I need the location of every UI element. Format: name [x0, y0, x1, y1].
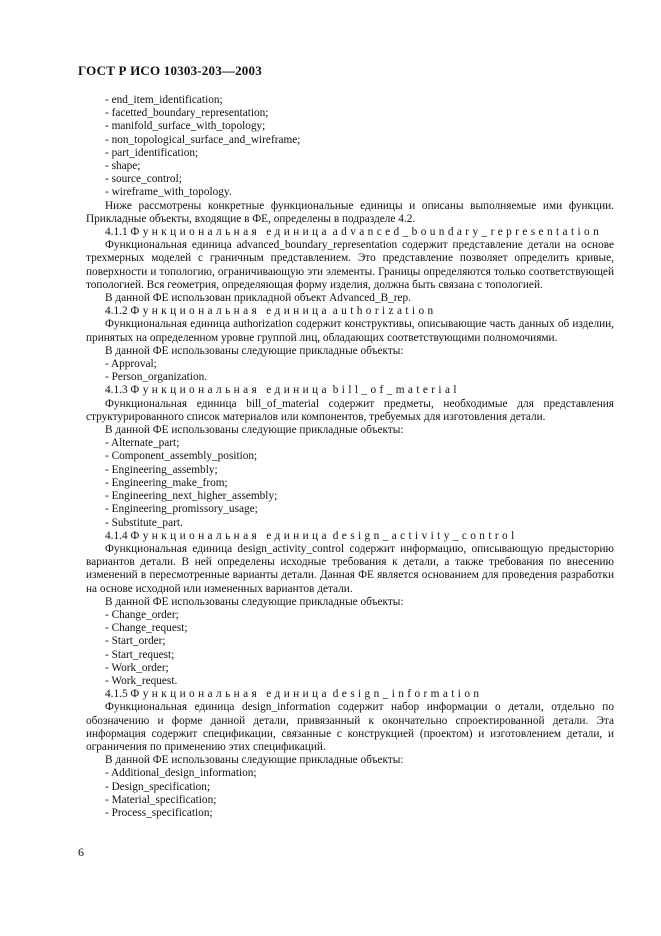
list-item: - Work_order; — [105, 661, 169, 674]
paragraph: В данной ФЕ использованы следующие прикладные объекты: — [105, 595, 404, 608]
list-item: - Person_organization. — [105, 371, 208, 384]
paragraph: Функциональная единица advanced_boundary_representation содержит представление детали на основе трехмерных моделей с граничным представлением. Это представление позволяет определить кривые, поверхности и топологию, ограничивающую эти элементы. Границы определяются только соответствующей топологией. Вся геометрия, определяющая форму изделия, должна быть связана с топологией. — [86, 239, 614, 291]
list-item: - Material_specification; — [105, 793, 217, 806]
paragraph: Функциональная единица design_information содержит набор информации о детали, отдельно по обозначению и форме данной детали, привязанный к окончательно спроектированной детали. Эта информация содержит спецификации, связанные с конструкцией (проектом) и изготовлением детали, и ограничения по применению этих спецификаций. — [86, 701, 614, 753]
list-item: - Start_order; — [105, 635, 166, 648]
list-item: - wireframe_with_topology. — [105, 186, 232, 199]
list-item: - Substitute_part. — [105, 516, 183, 529]
section-number: 4.1.5 — [105, 688, 128, 701]
list-item: - Start_request; — [105, 648, 175, 661]
section-number: 4.1.3 — [105, 384, 128, 397]
list-item: - Engineering_promissory_usage; — [105, 503, 258, 516]
section-heading — [86, 384, 614, 397]
section-name: bill_of_material — [332, 384, 460, 397]
document-body — [86, 94, 614, 820]
section-name: authorization — [332, 305, 437, 318]
paragraph: В данной ФЕ использованы следующие прикладные объекты: — [105, 344, 404, 357]
paragraph: В данной ФЕ использован прикладной объект Advanced_B_rep. — [105, 292, 412, 305]
page-number: 6 — [78, 845, 84, 859]
list-item: - part_identification; — [105, 146, 199, 159]
list-item: - Engineering_next_higher_assembly; — [105, 490, 278, 503]
section-label: Функциональная единица — [130, 226, 330, 239]
paragraph: Функциональная единица design_activity_control содержит информацию, описывающую предысторию вариантов детали. В ней определены исходные требования к детали, а также требования по внесению изменений в пересмотренные варианты детали. Данная ФЕ является основанием для проведения разработки на основе исходной или измененных вариантов детали. — [86, 542, 614, 595]
section-heading — [86, 226, 614, 239]
list-item: - facetted_boundary_representation; — [105, 107, 269, 120]
list-item: - Engineering_assembly; — [105, 463, 218, 476]
section-number: 4.1.2 — [105, 305, 128, 318]
list-item: - Change_order; — [105, 608, 179, 621]
paragraph: Функциональная единица authorization содержит конструктивы, описывающие часть данных об изделии, принятых на определенном уровне группой лиц, обладающих соответствующими полномочиями. — [86, 318, 614, 344]
list-item: - Change_request; — [105, 622, 188, 635]
section-number: 4.1.4 — [105, 529, 128, 542]
section-heading — [86, 530, 614, 543]
list-item: - non_topological_surface_and_wireframe; — [105, 133, 301, 146]
section-label: Функциональная единица — [130, 305, 330, 318]
list-item: - manifold_surface_with_topology; — [105, 120, 266, 133]
list-item: - shape; — [105, 160, 141, 173]
list-item: - Alternate_part; — [105, 437, 180, 450]
section-name: design_activity_control — [332, 529, 518, 542]
section-label: Функциональная единица — [130, 688, 330, 701]
list-item: - Component_assembly_position; — [105, 450, 258, 463]
list-item: - Design_specification; — [105, 780, 211, 793]
paragraph: В данной ФЕ использованы следующие прикладные объекты: — [105, 424, 404, 437]
paragraph: Ниже рассмотрены конкретные функциональные единицы и описаны выполняемые ими функции. Прикладные объекты, входящие в ФЕ, определены в подразделе 4.2. — [86, 199, 614, 225]
section-heading — [86, 688, 614, 701]
section-name: design_information — [332, 688, 483, 701]
list-item: - Work_request. — [105, 674, 178, 687]
list-item: - end_item_identification; — [105, 94, 223, 106]
list-item: - Approval; — [105, 358, 157, 371]
section-number: 4.1.1 — [105, 226, 128, 239]
list-item: - Process_specification; — [105, 806, 213, 819]
paragraph: В данной ФЕ использованы следующие прикладные объекты: — [105, 754, 404, 767]
document-header: ГОСТ Р ИСО 10303-203—2003 — [78, 63, 262, 78]
section-label: Функциональная единица — [130, 384, 330, 397]
list-item: - Additional_design_information; — [105, 767, 257, 780]
paragraph: Функциональная единица bill_of_material содержит предметы, необходимые для представления структурированного список материалов или компонентов, требуемых для изготовления детали. — [86, 397, 614, 423]
section-name: advanced_boundary_representation — [332, 226, 603, 239]
section-label: Функциональная единица — [130, 529, 330, 542]
list-item: - source_control; — [105, 173, 182, 186]
list-item: - Engineering_make_from; — [105, 476, 228, 489]
section-heading — [86, 305, 614, 318]
